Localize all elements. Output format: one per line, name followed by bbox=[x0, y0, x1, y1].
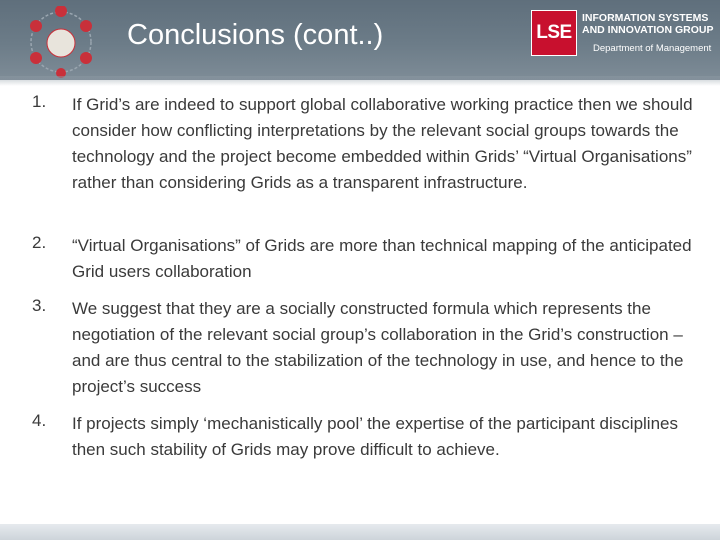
group-name-line1: INFORMATION SYSTEMS bbox=[582, 12, 709, 24]
footer-bar bbox=[0, 524, 720, 540]
item-text: We suggest that they are a socially constructed formula which represents the negotiation of the relevant social group’s collaboration in the Grid’s construction – and are thus central to the stabilization of the technology in use, and hence to the project’s success bbox=[72, 299, 684, 396]
item-number: 4. bbox=[32, 411, 47, 430]
item-number: 2. bbox=[32, 233, 47, 252]
item-number: 3. bbox=[32, 296, 47, 315]
item-text: If projects simply ‘mechanistically pool’ the expertise of the participant disciplines then such stability of Grids may prove difficult to achieve. bbox=[72, 414, 678, 459]
page-title: Conclusions (cont..) bbox=[127, 19, 384, 51]
item-text: If Grid’s are indeed to support global collaborative working practice then we should consider how conflicting interpretations by the relevant social groups towards the technology and the project become embedded within Grids’ “Virtual Organisations” rather than considering Grids as a transparent infrastructure. bbox=[72, 95, 693, 192]
item-number: 1. bbox=[32, 92, 47, 111]
group-name-line2: AND INNOVATION GROUP bbox=[582, 24, 714, 36]
lse-logo-text: LSE bbox=[536, 22, 572, 43]
item-text: “Virtual Organisations” of Grids are more than technical mapping of the anticipated Grid users collaboration bbox=[72, 236, 692, 281]
department-name: Department of Management bbox=[593, 43, 712, 54]
